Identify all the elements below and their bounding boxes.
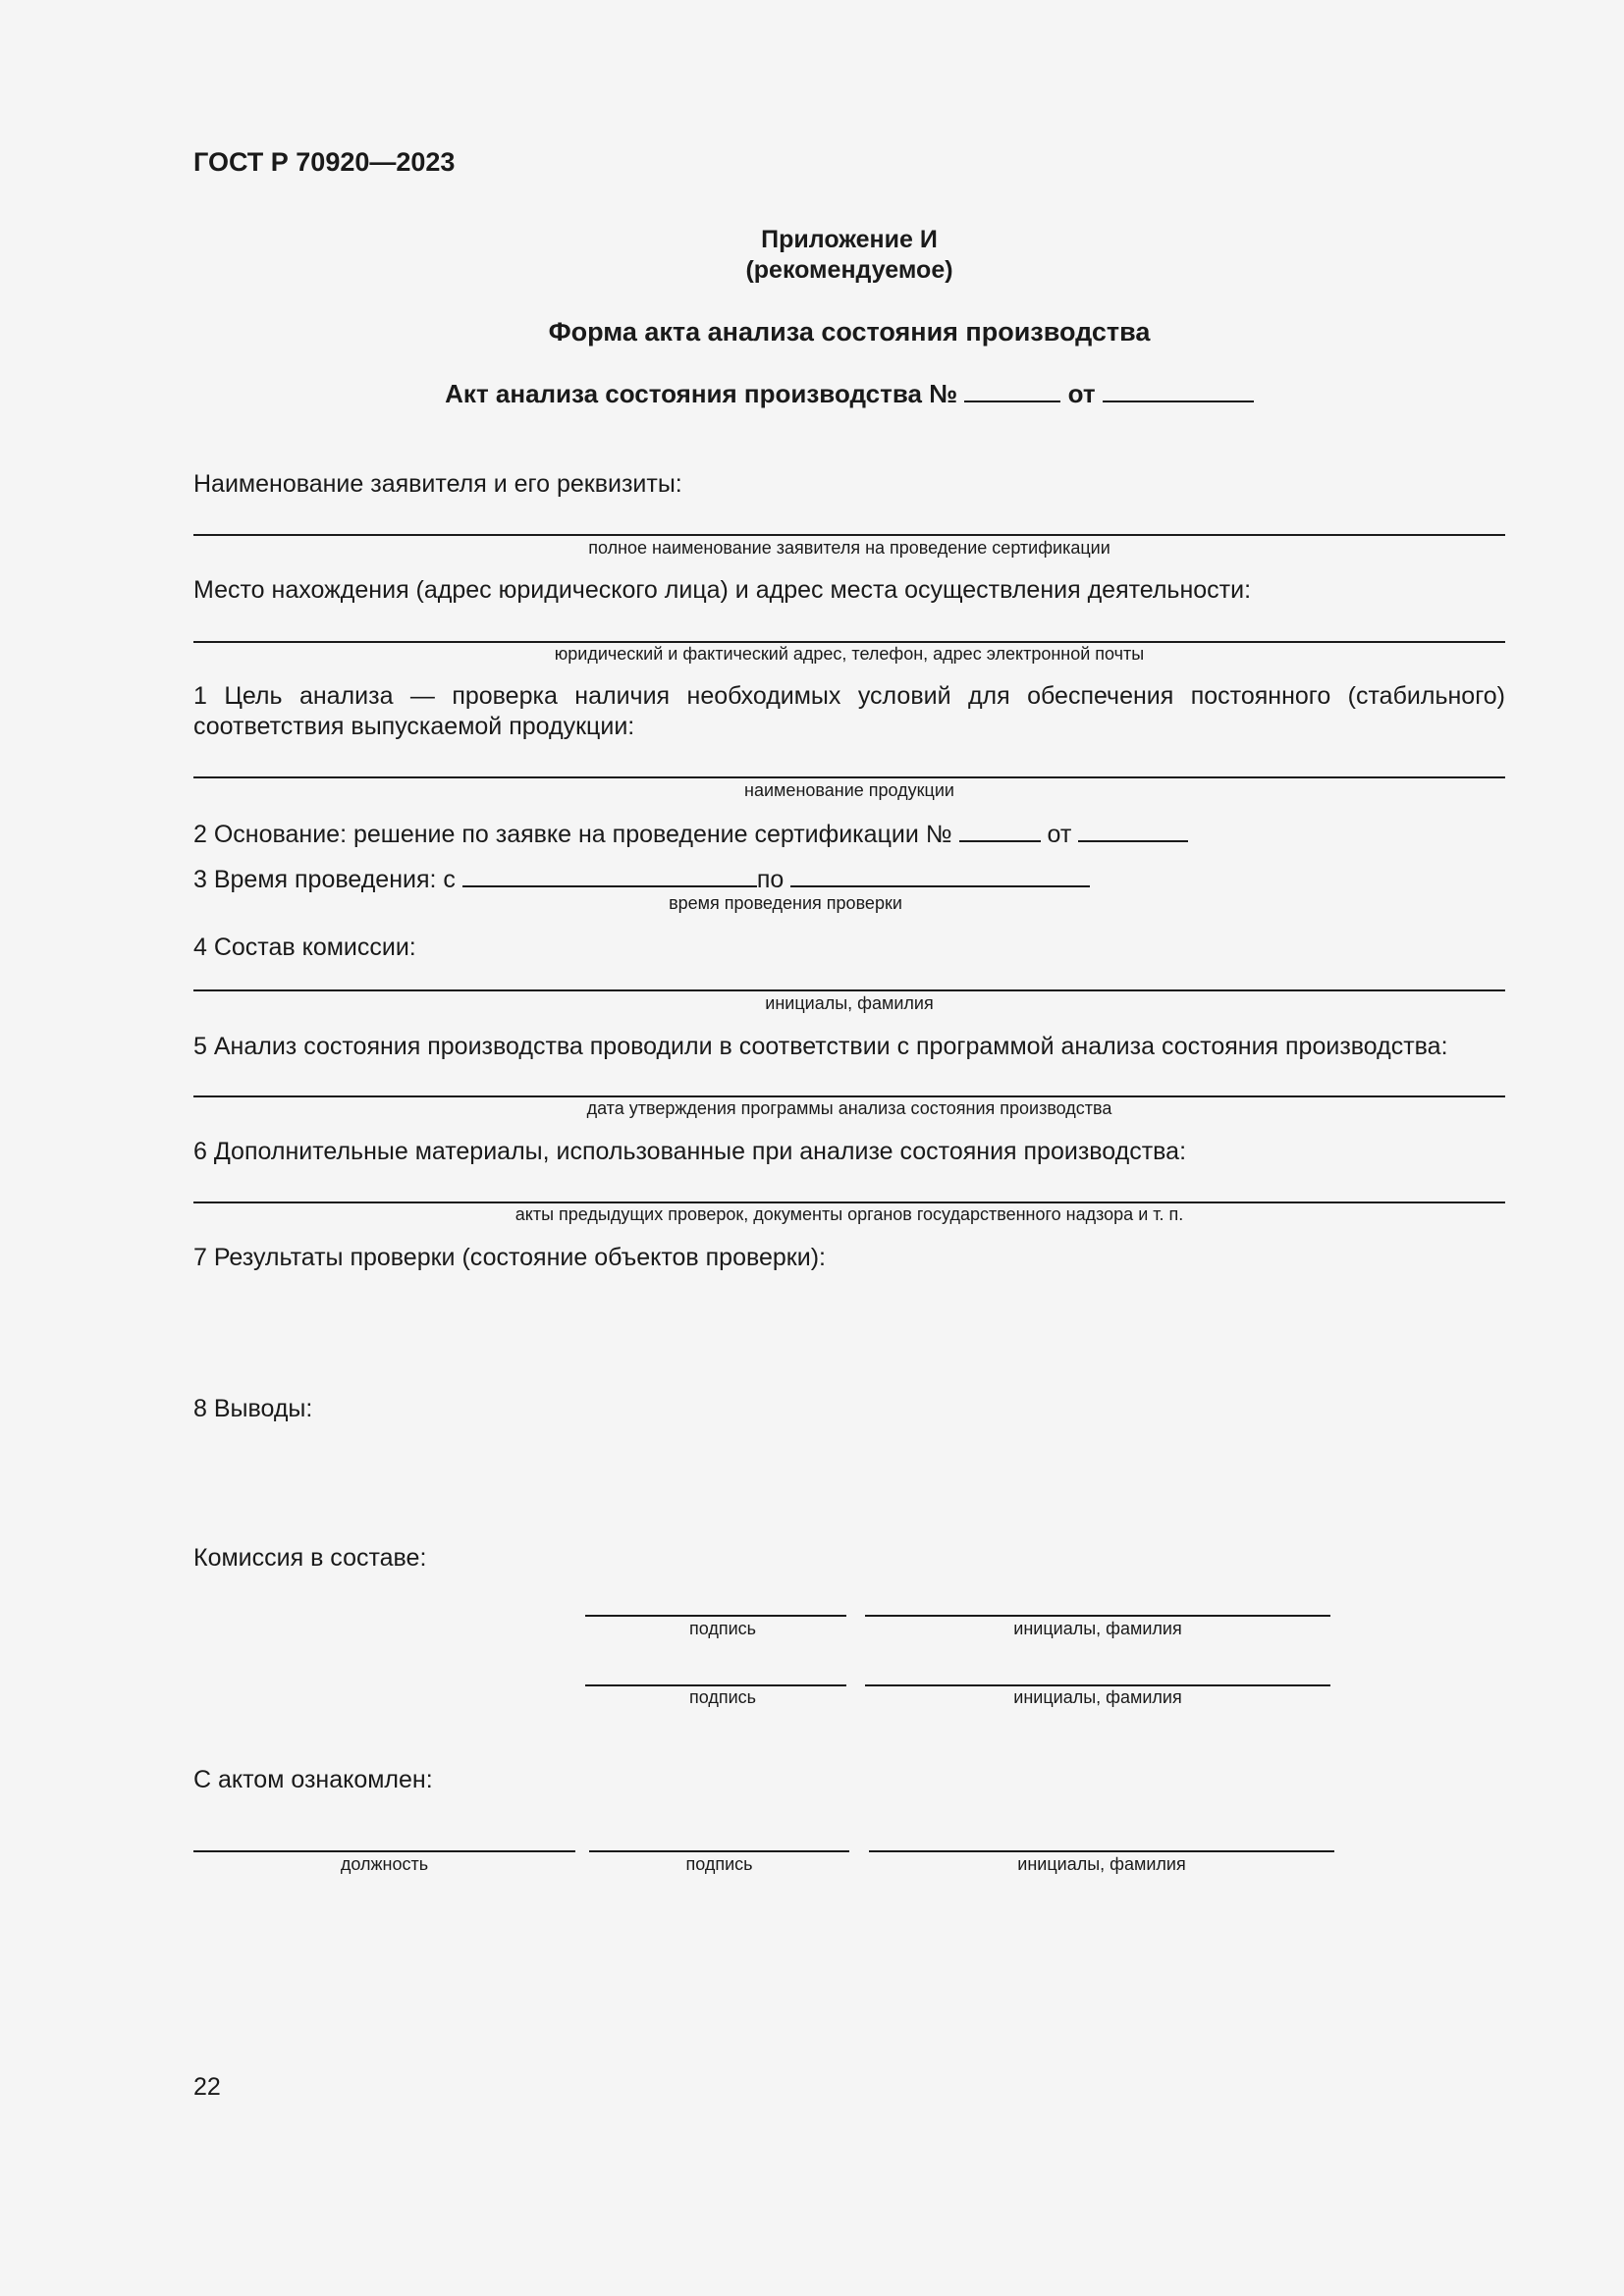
annex-status: (рекомендуемое) [745,256,953,284]
item-8-text: 8 Выводы: [193,1395,313,1422]
acquainted-signature-line[interactable] [589,1850,849,1852]
item-5-caption: дата утверждения программы анализа состояния производства [586,1098,1112,1118]
item-3-to-blank[interactable] [790,864,1090,887]
item-4-text: 4 Состав комиссии: [193,934,416,961]
commission-1-name-caption: инициалы, фамилия [1013,1619,1182,1638]
act-from-text: от [1067,379,1096,408]
applicant-line[interactable] [193,534,1505,536]
item-7-text: 7 Результаты проверки (состояние объектов проверки): [193,1244,826,1271]
acquainted-name-line[interactable] [869,1850,1334,1852]
item-5-line[interactable] [193,1095,1505,1097]
item-4-caption: инициалы, фамилия [765,993,934,1013]
acquainted-name-caption: инициалы, фамилия [1017,1854,1186,1874]
acquainted-label: С актом ознакомлен: [193,1766,433,1793]
form-title: Форма акта анализа состояния производства [548,317,1151,347]
location-caption: юридический и фактический адрес, телефон, адрес электронной почты [554,644,1145,664]
location-label: Место нахождения (адрес юридического лица) и адрес места осуществления деятельности: [193,576,1252,604]
commission-1-name-line[interactable] [865,1615,1330,1617]
item-2-number-blank[interactable] [959,819,1041,842]
commission-2-name-line[interactable] [865,1684,1330,1686]
location-line[interactable] [193,641,1505,643]
commission-2-name-caption: инициалы, фамилия [1013,1687,1182,1707]
item-3-text: 3 Время проведения: с [193,866,456,893]
item-2-row [193,819,1188,850]
item-1-line[interactable] [193,776,1505,778]
item-3-row [193,864,1090,895]
act-number-blank[interactable] [964,379,1060,402]
act-title-text: Акт анализа состояния производства № [445,379,958,408]
applicant-caption: полное наименование заявителя на проведение сертификации [588,538,1110,558]
item-4-line[interactable] [193,989,1505,991]
item-5-text: 5 Анализ состояния производства проводили в соответствии с программой анализа состояния производства: [193,1033,1448,1060]
item-1-text: 1 Цель анализа — проверка наличия необходимых условий для обеспечения постоянного (стабильного) соответствия выпускаемой продукции: [193,682,1505,740]
act-title [193,379,1505,409]
applicant-label: Наименование заявителя и его реквизиты: [193,470,682,498]
item-2-date-blank[interactable] [1078,819,1188,842]
annex-title: Приложение И [761,226,938,253]
commission-1-signature-caption: подпись [688,1619,757,1638]
commission-label: Комиссия в составе: [193,1544,427,1572]
item-6-caption: акты предыдущих проверок, документы органов государственного надзора и т. п. [514,1204,1184,1224]
act-date-blank[interactable] [1103,379,1254,402]
item-6-line[interactable] [193,1201,1505,1203]
commission-2-signature-line[interactable] [585,1684,846,1686]
acquainted-signature-caption: подпись [685,1854,753,1874]
commission-2-signature-caption: подпись [688,1687,757,1707]
item-3-caption: время проведения проверки [669,893,902,913]
commission-1-signature-line[interactable] [585,1615,846,1617]
item-3-from-blank[interactable] [462,864,757,887]
acquainted-position-caption: должность [340,1854,429,1874]
item-2-from-text: от [1047,821,1072,848]
document-code: ГОСТ Р 70920—2023 [193,147,456,177]
acquainted-position-line[interactable] [193,1850,575,1852]
item-2-text: 2 Основание: решение по заявке на проведение сертификации № [193,821,952,848]
item-6-text: 6 Дополнительные материалы, использованные при анализе состояния производства: [193,1138,1187,1165]
item-3-to-text: по [756,866,785,893]
item-1-caption: наименование продукции [744,780,954,800]
page-number: 22 [193,2073,221,2101]
